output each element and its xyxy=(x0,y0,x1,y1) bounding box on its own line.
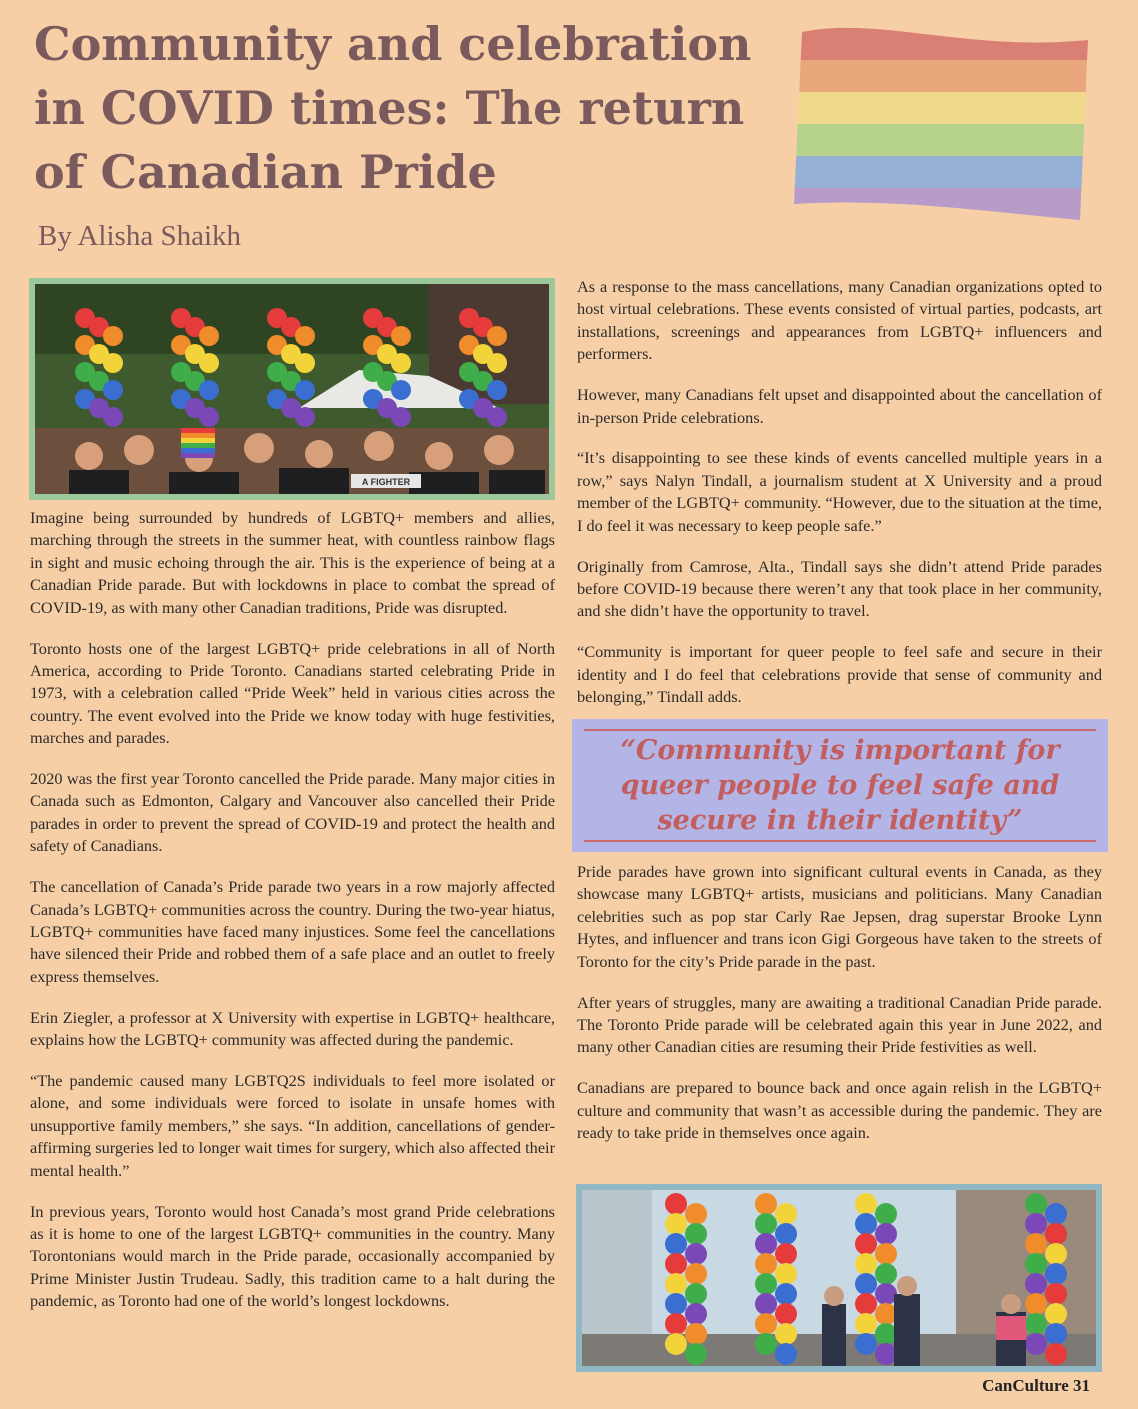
balloon xyxy=(685,1303,707,1325)
page-folio: CanCulture 31 xyxy=(982,1376,1090,1395)
balloon xyxy=(295,353,315,373)
balloon xyxy=(755,1253,777,1275)
pride-balloon-arch-photo xyxy=(576,1184,1102,1372)
balloon xyxy=(775,1323,797,1345)
paragraph: In previous years, Toronto would host Canada’s most grand Pride celebrations as it is home to one of the largest LGBTQ+ communities in the country. Many Torontonians would march in the Pride parade, occasionally accompanied by Prime Minister Justin Trudeau. Sadly, this tradition came to a halt during the pandemic, as Toronto had one of the world’s longest lockdowns. xyxy=(30,1201,555,1311)
balloon xyxy=(755,1333,777,1355)
balloon xyxy=(755,1293,777,1315)
balloon xyxy=(855,1253,877,1275)
article-column-right-bottom xyxy=(577,861,1102,1163)
balloon xyxy=(855,1273,877,1295)
balloon xyxy=(199,407,219,427)
byline: By Alisha Shaikh xyxy=(38,220,242,252)
balloon xyxy=(775,1343,797,1365)
balloon xyxy=(199,353,219,373)
pull-quote-top-rule xyxy=(584,729,1096,731)
balloon xyxy=(855,1233,877,1255)
balloon xyxy=(1045,1323,1067,1345)
balloon xyxy=(487,326,507,346)
balloon xyxy=(1025,1333,1047,1355)
pull-quote: “Community is important for queer people to feel safe and secure in their identity” xyxy=(620,735,1060,836)
balloon xyxy=(875,1223,897,1245)
balloon xyxy=(665,1333,687,1355)
balloon xyxy=(685,1343,707,1365)
balloon xyxy=(295,326,315,346)
balloon xyxy=(1025,1253,1047,1275)
paragraph: After years of struggles, many are awaiting a traditional Canadian Pride parade. The Toronto Pride parade will be celebrated again this year in June 2022, and many other Canadian cities are resuming their Pride festivities as well. xyxy=(577,992,1102,1057)
balloon xyxy=(1025,1213,1047,1235)
balloon xyxy=(1025,1233,1047,1255)
balloon xyxy=(103,353,123,373)
balloon xyxy=(1045,1283,1067,1305)
balloon xyxy=(775,1283,797,1305)
balloon xyxy=(775,1223,797,1245)
paragraph: However, many Canadians felt upset and disappointed about the cancellation of in-person Pride celebrations. xyxy=(577,385,1102,427)
pull-quote-bottom-rule xyxy=(584,840,1096,842)
balloon xyxy=(199,380,219,400)
rainbow-flag-illustration xyxy=(788,22,1094,228)
paragraph: Canadians are prepared to bounce back and once again relish in the LGBTQ+ culture and community that wasn’t as accessible during the pandemic. They are ready to take pride in themselves once again. xyxy=(577,1078,1102,1143)
balloon xyxy=(487,407,507,427)
balloon xyxy=(685,1323,707,1345)
balloon xyxy=(487,353,507,373)
balloon xyxy=(1045,1243,1067,1265)
paragraph: “It’s disappointing to see these kinds of events cancelled multiple years in a row,” says Nalyn Tindall, a journalism student at X University and a proud member of the LGBTQ+ community. “However, due to the situation at the time, I do feel it was necessary to keep people safe.” xyxy=(577,448,1102,535)
balloon xyxy=(665,1213,687,1235)
balloon xyxy=(1045,1303,1067,1325)
balloon xyxy=(295,380,315,400)
article-title: Community and celebration in COVID times: The return of Canadian Pride xyxy=(34,17,752,199)
balloon xyxy=(855,1193,877,1215)
balloon xyxy=(665,1233,687,1255)
paragraph: The cancellation of Canada’s Pride parade two years in a row majorly affected Canada’s LGBTQ+ communities across the country. During the two-year hiatus, LGBTQ+ communities have faced many injustices. Some feel the cancellations have silenced their Pride and robbed them of a safe place and an outlet to freely express themselves. xyxy=(30,877,555,986)
article-column-left xyxy=(30,507,555,1331)
balloon xyxy=(685,1223,707,1245)
balloon xyxy=(875,1343,897,1365)
balloon xyxy=(103,326,123,346)
balloon xyxy=(295,407,315,427)
paragraph: “The pandemic caused many LGBTQ2S individuals to feel more isolated or alone, and some individuals were forced to isolate in unsafe homes with unsupportive family members,” she says. “In addition, cancellations of gender-affirming surgeries led to longer wait times for surgery, which also affected their mental health.” xyxy=(30,1071,555,1180)
paragraph: “Community is important for queer people to feel safe and secure in their identity and I do feel that celebrations provide that sense of community and belonging,” Tindall adds. xyxy=(577,642,1102,707)
balloon xyxy=(775,1243,797,1265)
balloon xyxy=(1025,1293,1047,1315)
balloon xyxy=(875,1323,897,1345)
balloon xyxy=(775,1263,797,1285)
balloon xyxy=(685,1263,707,1285)
balloon xyxy=(665,1273,687,1295)
balloon xyxy=(1045,1203,1067,1225)
balloon xyxy=(665,1253,687,1275)
balloon xyxy=(1045,1263,1067,1285)
balloon xyxy=(685,1243,707,1265)
balloon xyxy=(1045,1343,1067,1365)
balloon xyxy=(855,1213,877,1235)
balloon xyxy=(487,380,507,400)
balloon xyxy=(685,1203,707,1225)
paragraph: Pride parades have grown into significant cultural events in Canada, as they showcase many LGBTQ+ artists, musicians and politicians. Many Canadian celebrities such as pop star Carly Rae Jepsen, drag superstar Brooke Lynn Hytes, and influencer and trans icon Gigi Gorgeous have taken to the streets of Toronto for the city’s Pride parade in the past. xyxy=(577,862,1102,971)
balloon xyxy=(875,1203,897,1225)
balloon xyxy=(755,1213,777,1235)
balloon xyxy=(855,1313,877,1335)
paragraph: Imagine being surrounded by hundreds of LGBTQ+ members and allies, marching through the streets in the summer heat, with countless rainbow flags in sight and music echoing through the air. This is the experience of being at a Canadian Pride parade. But with lockdowns in place to combat the spread of COVID-19, as with many other Canadian traditions, Pride was disrupted. xyxy=(30,508,555,617)
balloon xyxy=(665,1313,687,1335)
article-column-right-top xyxy=(577,276,1102,727)
balloon xyxy=(755,1193,777,1215)
balloon xyxy=(103,407,123,427)
balloon xyxy=(855,1293,877,1315)
balloon xyxy=(875,1263,897,1285)
balloon xyxy=(855,1333,877,1355)
balloon xyxy=(391,326,411,346)
paragraph: 2020 was the first year Toronto cancelled the Pride parade. Many major cities in Canada such as Edmonton, Calgary and Vancouver also cancelled their Pride parades in order to prevent the spread of COVID-19 and protect the health and safety of Canadians. xyxy=(30,769,555,856)
balloon xyxy=(755,1233,777,1255)
pull-quote-box xyxy=(572,719,1108,852)
pride-balloons-photo xyxy=(29,278,555,500)
rainbow-flag-in-crowd xyxy=(181,428,215,458)
balloon xyxy=(665,1193,687,1215)
paragraph: Toronto hosts one of the largest LGBTQ+ pride celebrations in all of North America, according to Pride Toronto. Canadians started celebrating Pride in 1973, with a celebration called “Pride Week” held in various cities across the country. The event evolved into the Pride we know today with huge festivities, marches and parades. xyxy=(30,638,555,748)
balloon xyxy=(755,1313,777,1335)
balloon xyxy=(391,380,411,400)
balloon xyxy=(103,380,123,400)
paragraph: Erin Ziegler, a professor at X University with expertise in LGBTQ+ healthcare, explains how the LGBTQ+ community was affected during the pandemic. xyxy=(30,1007,555,1050)
balloon xyxy=(1025,1193,1047,1215)
balloon xyxy=(391,353,411,373)
balloon xyxy=(755,1273,777,1295)
paragraph: Originally from Camrose, Alta., Tindall says she didn’t attend Pride parades before COVID-19 because there weren’t any that took place in her community, and she didn’t have the opportunity to travel. xyxy=(577,556,1102,621)
balloon xyxy=(875,1303,897,1325)
balloon xyxy=(685,1283,707,1305)
balloon xyxy=(391,407,411,427)
balloon xyxy=(1025,1273,1047,1295)
paragraph: As a response to the mass cancellations, many Canadian organizations opted to host virtual celebrations. These events consisted of virtual parties, podcasts, art installations, screenings and appearances from LGBTQ+ influencers and performers. xyxy=(577,277,1102,364)
banner-text: A FIGHTER xyxy=(361,477,411,487)
balloon xyxy=(199,326,219,346)
balloon xyxy=(665,1293,687,1315)
balloon xyxy=(875,1243,897,1265)
balloon xyxy=(775,1203,797,1225)
balloon xyxy=(875,1283,897,1305)
balloon xyxy=(1025,1313,1047,1335)
balloon xyxy=(775,1303,797,1325)
balloon xyxy=(1045,1223,1067,1245)
